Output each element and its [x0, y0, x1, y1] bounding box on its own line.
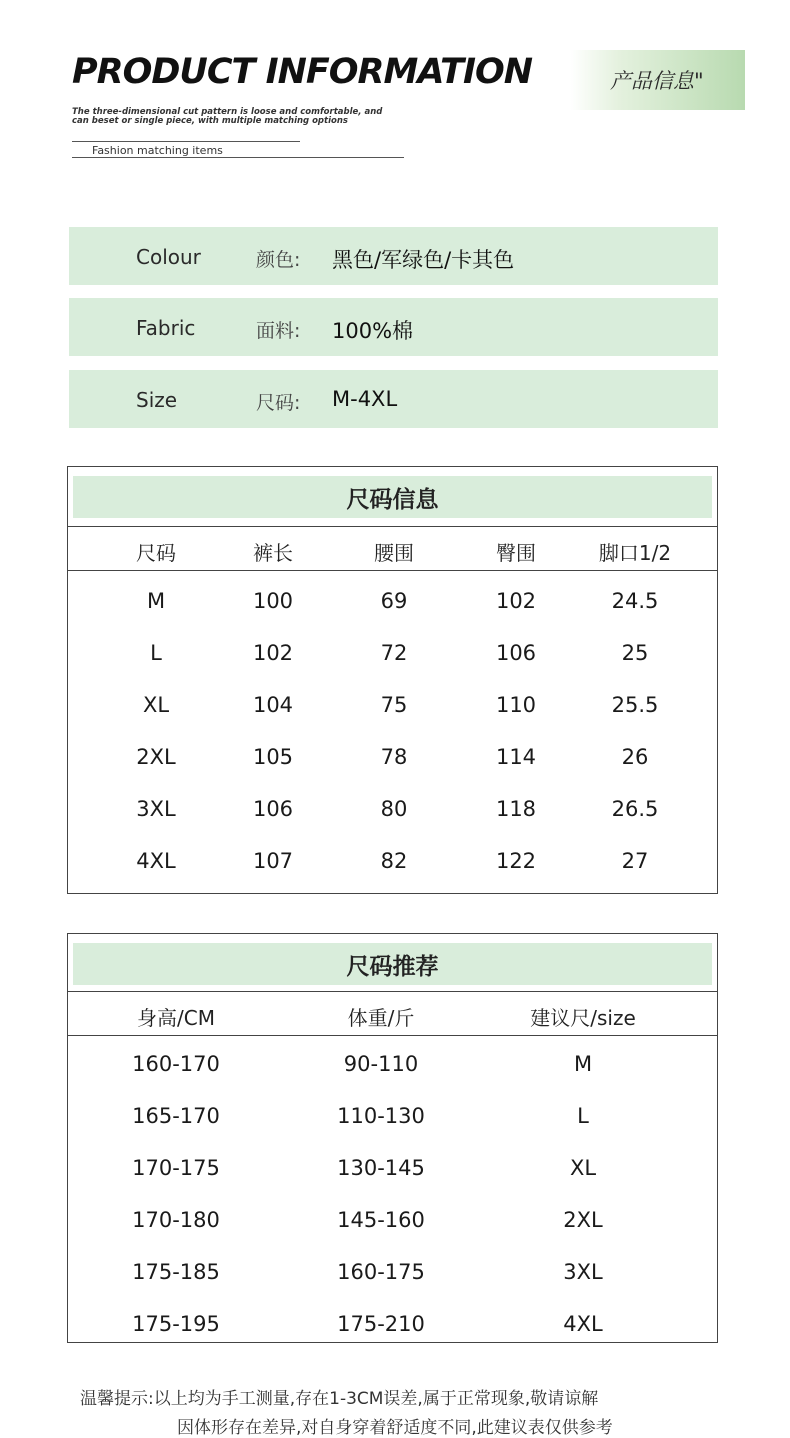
- size-table-column-header: 腰围: [374, 541, 414, 565]
- recommend-table-cell: 175-185: [132, 1260, 220, 1284]
- size-table-column-header: 尺码: [136, 541, 176, 565]
- size-table-cell: 106: [495, 641, 537, 665]
- recommend-table-cell: 170-180: [132, 1208, 220, 1232]
- size-table-cell: L: [150, 641, 162, 665]
- size-table-cell: 25.5: [611, 693, 659, 717]
- size-info-table: [67, 466, 718, 894]
- table-rule: [68, 1035, 717, 1036]
- size-table-cell: 122: [495, 849, 537, 873]
- recommend-table-cell: 165-170: [132, 1104, 220, 1128]
- recommend-table-cell: 2XL: [563, 1208, 603, 1232]
- recommend-table-cell: 4XL: [563, 1312, 603, 1336]
- size-table-column-header: 脚口1/2: [598, 541, 672, 565]
- recommend-table-cell: 175-195: [132, 1312, 220, 1336]
- size-table-column-header: 臀围: [496, 541, 536, 565]
- info-label-en: Size: [136, 388, 178, 412]
- recommend-table-cell: XL: [569, 1156, 597, 1180]
- recommend-table-column-header: 建议尺/size: [530, 1006, 636, 1030]
- recommend-table-cell: 145-160: [337, 1208, 425, 1232]
- size-table-cell: 82: [380, 849, 408, 873]
- size-table-cell: 78: [380, 745, 408, 769]
- footer-note-line-2: 因体形存在差异,对自身穿着舒适度不同,此建议表仅供参考: [177, 1418, 613, 1438]
- size-table-cell: 4XL: [136, 849, 176, 873]
- recommend-table-title: 尺码推荐: [73, 943, 712, 985]
- size-table-cell: M: [146, 589, 166, 613]
- info-row-colour: [69, 227, 718, 285]
- divider-bottom: [72, 157, 404, 158]
- size-table-cell: 118: [495, 797, 537, 821]
- subtitle-line-2: can beset or single piece, with multiple matching options: [72, 116, 348, 126]
- info-value: 100%棉: [332, 319, 414, 343]
- footer-note-line-1: 温馨提示:以上均为手工测量,存在1-3CM误差,属于正常现象,敬请谅解: [80, 1389, 599, 1409]
- recommend-table-cell: M: [573, 1052, 593, 1076]
- size-table-cell: 102: [252, 641, 294, 665]
- info-value: 黑色/军绿色/卡其色: [332, 248, 515, 272]
- recommend-table-cell: 160-175: [337, 1260, 425, 1284]
- info-row-size: [69, 370, 718, 428]
- recommend-table-cell: 160-170: [132, 1052, 220, 1076]
- recommend-table-cell: 175-210: [337, 1312, 425, 1336]
- size-table-cell: 2XL: [136, 745, 176, 769]
- page-title: PRODUCT INFORMATION: [72, 52, 533, 92]
- info-label-cn: 尺码:: [256, 392, 301, 414]
- info-label-en: Colour: [136, 245, 201, 269]
- size-table-cell: 106: [252, 797, 294, 821]
- size-table-cell: XL: [142, 693, 170, 717]
- size-table-column-header: 裤长: [253, 541, 293, 565]
- size-table-cell: 3XL: [136, 797, 176, 821]
- size-table-cell: 75: [380, 693, 408, 717]
- recommend-table-cell: 90-110: [343, 1052, 419, 1076]
- size-table-cell: 72: [380, 641, 408, 665]
- recommend-table-cell: 130-145: [337, 1156, 425, 1180]
- size-table-title: 尺码信息: [73, 476, 712, 518]
- size-table-cell: 26.5: [611, 797, 659, 821]
- info-row-fabric: [69, 298, 718, 356]
- product-info-badge: [570, 50, 745, 110]
- size-table-cell: 105: [252, 745, 294, 769]
- size-table-cell: 27: [621, 849, 649, 873]
- size-table-cell: 100: [252, 589, 294, 613]
- recommend-table-column-header: 身高/CM: [137, 1006, 215, 1030]
- info-label-en: Fabric: [136, 316, 196, 340]
- table-rule: [68, 991, 717, 992]
- size-table-cell: 104: [252, 693, 294, 717]
- size-table-cell: 69: [380, 589, 408, 613]
- recommend-table-column-header: 体重/斤: [347, 1006, 415, 1030]
- table-rule: [68, 526, 717, 527]
- recommend-table-cell: 3XL: [563, 1260, 603, 1284]
- divider-top: [72, 141, 300, 142]
- subtitle-line-1: The three-dimensional cut pattern is loose and comfortable, and: [72, 107, 383, 117]
- size-recommend-table: [67, 933, 718, 1343]
- size-table-cell: 114: [495, 745, 537, 769]
- size-table-cell: 25: [621, 641, 649, 665]
- size-table-cell: 24.5: [611, 589, 659, 613]
- badge-label: 产品信息": [610, 69, 704, 93]
- size-table-cell: 80: [380, 797, 408, 821]
- recommend-table-cell: L: [577, 1104, 589, 1128]
- header-subtitle: [72, 108, 392, 126]
- table-rule: [68, 570, 717, 571]
- recommend-table-cell: 170-175: [132, 1156, 220, 1180]
- fashion-label: Fashion matching items: [92, 144, 223, 157]
- info-value: M-4XL: [332, 387, 398, 411]
- info-label-cn: 面料:: [256, 320, 301, 342]
- info-label-cn: 颜色:: [256, 249, 301, 271]
- recommend-table-cell: 110-130: [337, 1104, 425, 1128]
- size-table-cell: 102: [495, 589, 537, 613]
- size-table-cell: 107: [252, 849, 294, 873]
- size-table-cell: 110: [495, 693, 537, 717]
- size-table-cell: 26: [621, 745, 649, 769]
